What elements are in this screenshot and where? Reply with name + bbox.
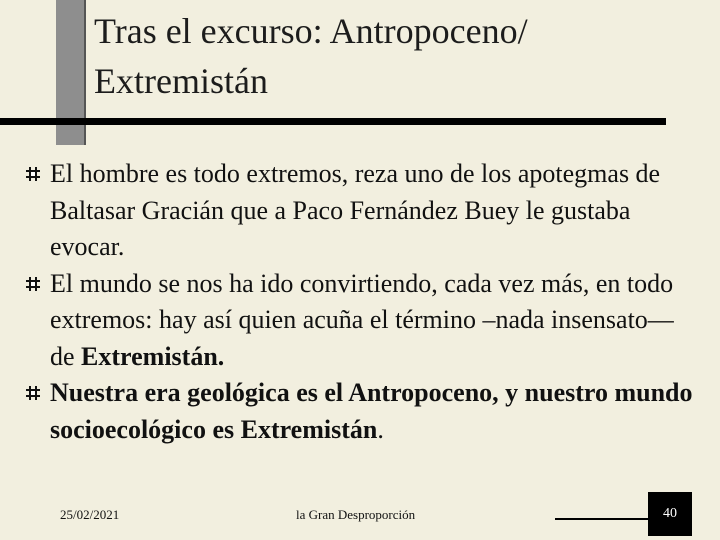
hash-bullet-icon (26, 386, 40, 400)
bullet-item (24, 156, 694, 266)
footer-title: la Gran Desproporción (296, 507, 416, 522)
page-number-box (648, 492, 692, 536)
bullet-item (24, 266, 694, 376)
slide-title: Tras el excurso: Antropoceno/ Extremistán (94, 11, 528, 101)
bullet-text: . (377, 414, 384, 444)
bullet-item (24, 375, 694, 448)
page-number: 40 (663, 506, 677, 521)
hash-bullet-icon (26, 277, 40, 291)
title-underline-rule (0, 118, 666, 125)
footer-date: 25/02/2021 (60, 507, 120, 522)
bullet-text: El mundo se nos ha ido convirtiendo, cada vez más, en todo extremos: hay así quien acuña el término –nada insensato— de (50, 268, 674, 371)
bullet-text: El hombre es todo extremos, reza uno de los apotegmas de Baltasar Gracián que a Paco Fernández Buey le gustaba evocar. (50, 159, 661, 261)
bullet-list (24, 156, 694, 448)
bullet-text-bold: Nuestra era geológica es el Antropoceno, y nuestro mundo socioecológico es Extremistán (50, 378, 693, 444)
footer-rule (555, 518, 650, 520)
hash-bullet-icon (26, 167, 40, 181)
bullet-text-bold: Extremistán. (81, 341, 225, 371)
